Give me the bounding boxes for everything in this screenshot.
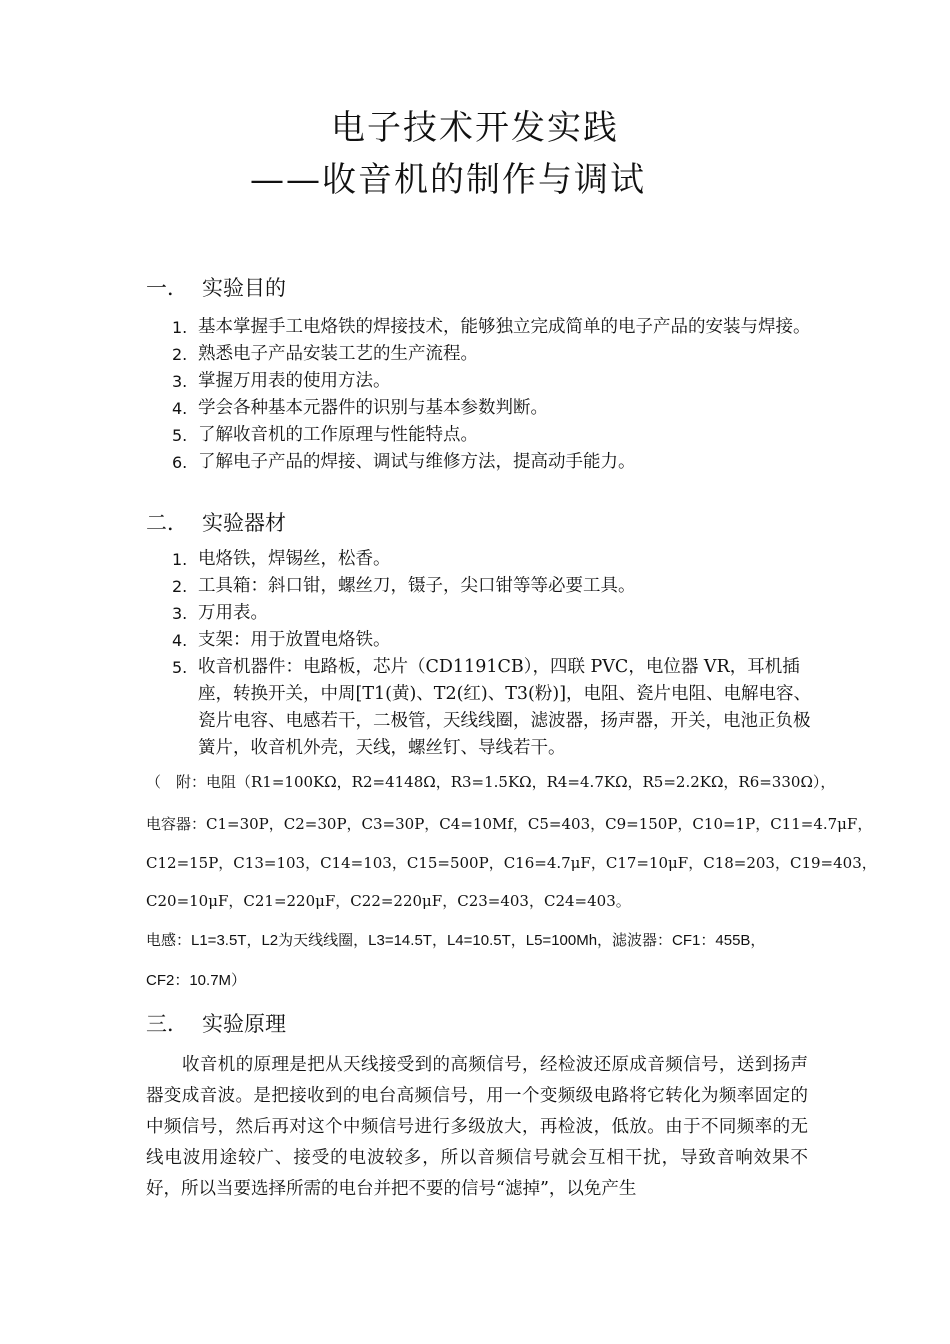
- component-note-line: 电容器：C1=30P，C2=30P，C3=30P，C4=10Mf，C5=403，C9=150P，C10=1P，C11=4.7μF，: [146, 815, 873, 833]
- list-item: 2. 熟悉电子产品安装工艺的生产流程。: [172, 344, 478, 364]
- component-note-line: （ 附：电阻（R1=100KΩ，R2=4148Ω，R3=1.5KΩ，R4=4.7KΩ，R5=2.2KΩ，R6=330Ω），: [146, 773, 836, 791]
- list-item: 5. 收音机器件：电路板，芯片（CD1191CB），四联 PVC，电位器 VR，耳机插座，转换开关，中周[T1(黄)、T2(红)、T3(粉)]，电阻、瓷片电阻、电解电容、瓷片电容、电感若干，二极管，天线线圈，滤波器，扬声器，开关，电池正负极簧片，收音机外壳，天线，螺丝钉、导线若干。: [172, 657, 812, 758]
- list-item: 1. 电烙铁，焊锡丝，松香。: [172, 549, 391, 569]
- list-item: 2. 工具箱：斜口钳，螺丝刀，镊子，尖口钳等等必要工具。: [172, 576, 636, 596]
- principle-paragraph: 收音机的原理是把从天线接受到的高频信号，经检波还原成音频信号，送到扬声器变成音波。是把接收到的电台高频信号，用一个变频级电路将它转化为频率固定的中频信号，然后再对这个中频信号进行多级放大，再检波，低放。由于不同频率的无线电波用途较广、接受的电波较多，所以音频信号就会互相干扰，导致音响效果不好，所以当要选择所需的电台并把不要的信号“滤掉”，以免产生: [146, 1055, 808, 1199]
- list-item: 3. 掌握万用表的使用方法。: [172, 371, 391, 391]
- section-heading-principle: 三． 实验原理: [146, 1012, 286, 1036]
- list-item: 6. 了解电子产品的焊接、调试与维修方法，提高动手能力。: [172, 452, 636, 472]
- list-item: 4. 支架：用于放置电烙铁。: [172, 630, 391, 650]
- list-item: 3. 万用表。: [172, 603, 268, 623]
- section-heading-purpose: 一． 实验目的: [146, 276, 286, 300]
- list-item: 1. 基本掌握手工电烙铁的焊接技术，能够独立完成简单的电子产品的安装与焊接。: [172, 317, 811, 337]
- component-note-line: C20=10μF，C21=220μF，C22=220μF，C23=403，C24=403。: [146, 892, 631, 910]
- component-note-line: C12=15P，C13=103，C14=103，C15=500P，C16=4.7μF，C17=10μF，C18=203，C19=403，: [146, 854, 877, 872]
- list-item: 4. 学会各种基本元器件的识别与基本参数判断。: [172, 398, 548, 418]
- component-note-line: CF2：10.7M）: [146, 972, 247, 989]
- document-subtitle: ——收音机的制作与调试: [250, 160, 646, 200]
- equipment-list: [172, 546, 812, 762]
- component-note-line: 电感：L1=3.5T，L2为天线线圈，L3=14.5T，L4=10.5T，L5=100Mh，滤波器：CF1：455B，: [146, 932, 766, 949]
- document-title: 电子技术开发实践: [331, 108, 619, 148]
- section-heading-equipment: 二． 实验器材: [146, 511, 286, 535]
- list-item: 5. 了解收音机的工作原理与性能特点。: [172, 425, 478, 445]
- purpose-list: [172, 314, 812, 476]
